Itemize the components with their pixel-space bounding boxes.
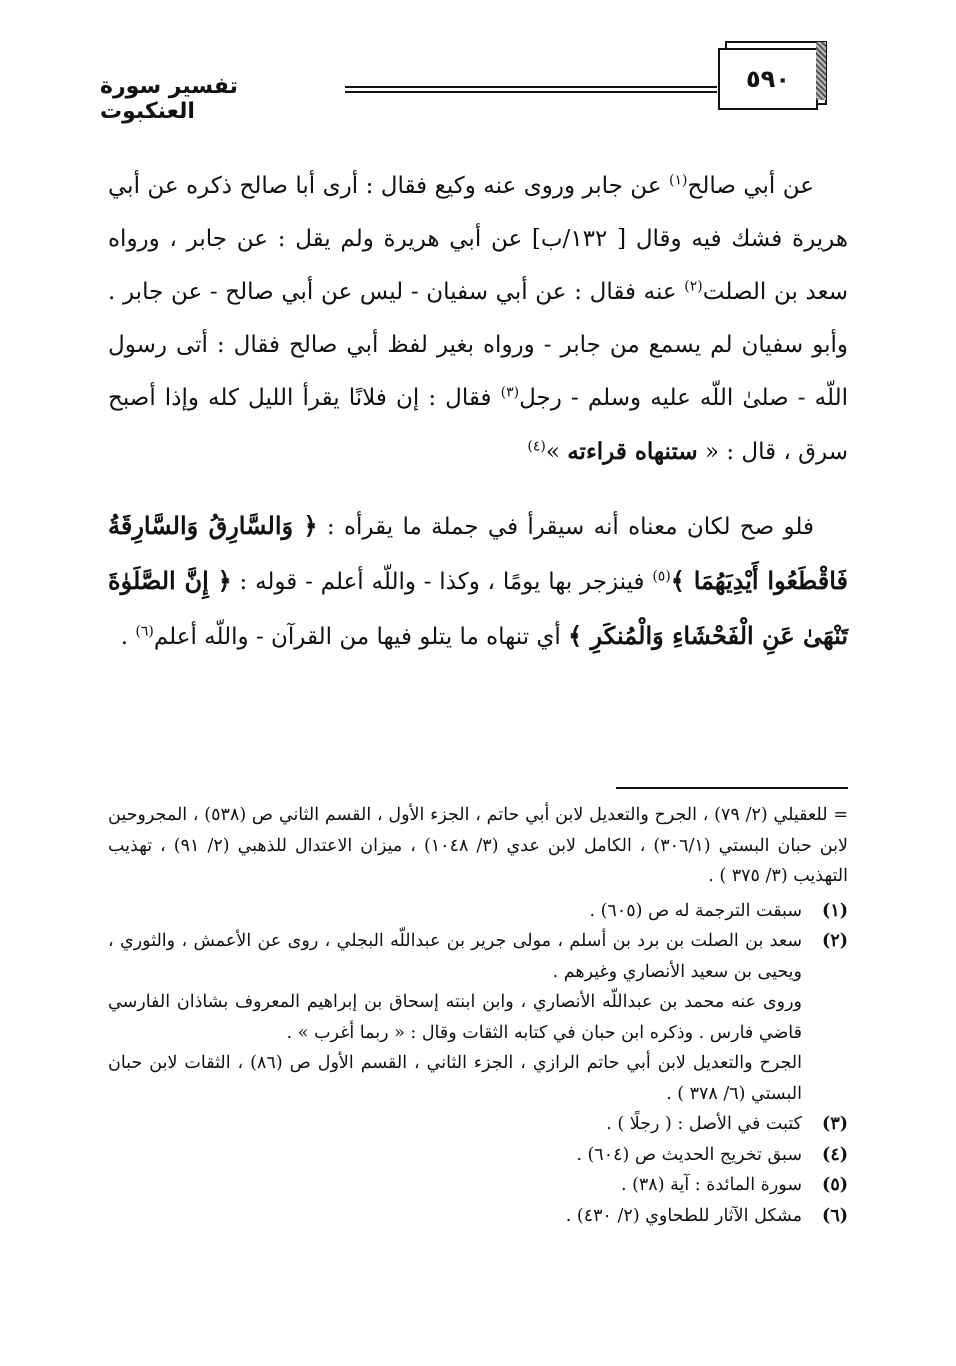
page-number: ٥٩٠ <box>746 65 790 93</box>
footnote-ref-2[interactable]: (٢) <box>684 278 703 295</box>
footnote-text: سورة المائدة : آية (٣٨) . <box>620 1175 802 1195</box>
main-text <box>108 160 848 664</box>
text-run: فينزجر بها يومًا ، وكذا - واللّه أعلم - قوله : <box>231 569 653 595</box>
footnote-text: سبقت الترجمة له ص (٦٠٥) . <box>589 900 802 921</box>
footnote-mark: (٢) <box>822 931 848 951</box>
footnote-4 <box>108 1140 848 1171</box>
footnote-ref-3[interactable]: (٣) <box>500 384 520 401</box>
text-run: » <box>545 439 568 465</box>
footnote-text: سبق تخريج الحديث ص (٦٠٤) . <box>576 1144 802 1165</box>
footnote-ref-4[interactable]: (٤) <box>527 438 546 455</box>
page-number-box <box>718 48 818 110</box>
footnote-mark: (٤) <box>822 1144 848 1165</box>
quran-verse-2: ﴿ إِنَّ الصَّلَوٰةَ تَنْهَىٰ عَنِ الْفَحْشَاءِ وَالْمُنكَرِ ﴾ <box>108 566 848 650</box>
text-run: فلو صح لكان معناه أنه سيقرأ في جملة ما يقرأه : <box>317 514 815 540</box>
footnote-text: مشكل الآثار للطحاوي (٢/ ٤٣٠) . <box>565 1205 802 1226</box>
footnote-mark: (٦) <box>822 1205 848 1226</box>
page-number-box-shadow <box>816 42 826 100</box>
footnote-ref-5[interactable]: (٥) <box>652 568 671 585</box>
text-run: عن جابر وروى عنه وكيع فقال : أرى أبا صالح ذكره عن أبي هريرة فشك فيه وقال [ ١٣٢/ب] عن أبي هريرة ولم يقل : عن جابر ، ورواه سعد بن الصلت <box>108 173 848 305</box>
footnote-separator <box>616 787 848 789</box>
footnote-mark: (٥) <box>822 1175 848 1195</box>
text-run: عنه فقال : عن أبي سفيان - ليس عن أبي صالح - عن جابر . وأبو سفيان لم يسمع من جابر - ورواه بغير لفظ أبي صالح فقال : أتى رسول اللّه - صلىٰ اللّه عليه وسلم - رجل <box>108 279 849 411</box>
footnote-mark: (٣) <box>822 1114 848 1134</box>
footnote-continuation: = للعقيلي (٢/ ٧٩) ، الجرح والتعديل لابن أبي حاتم ، الجزء الأول ، القسم الثاني ص (٥٣٨) ، المجروحين لابن حبان البستي (٣٠٦/١) ، الكامل لابن عدي (٣/ ١٠٤٨) ، ميزان الاعتدال للذهبي (٢/ ٩١) ، تهذيب التهذيب (٣/ ٣٧٥ ) . <box>108 805 848 886</box>
quran-verse-1: ﴿ وَالسَّارِقُ وَالسَّارِقَةُ فَاقْطَعُوا أَيْدِيَهُمَا ﴾ <box>108 511 849 595</box>
footnote-5 <box>108 1170 848 1201</box>
footnotes <box>108 800 848 1231</box>
chapter-title: تفسير سورة العنكبوت <box>100 74 238 124</box>
text-run: فقال : إن فلانًا يقرأ الليل كله وإذا أصبح سرق ، قال : « <box>108 385 848 465</box>
paragraph-1 <box>108 160 848 479</box>
text-run: أي تنهاه ما يتلو فيها من القرآن - واللّه أعلم <box>153 624 569 650</box>
footnote-2 <box>108 926 848 1109</box>
footnote-6 <box>108 1201 848 1232</box>
footnote-ref-1[interactable]: (١) <box>669 172 688 189</box>
footnote-1 <box>108 896 848 927</box>
footnote-text: كتبت في الأصل : ( رجلًا ) . <box>606 1114 802 1134</box>
text-run: عن أبي صالح <box>687 173 814 199</box>
text-run: . <box>120 624 136 650</box>
footnote-text: وروى عنه محمد بن عبداللّه الأنصاري ، وابن ابنته إسحاق بن إبراهيم المعروف بشاذان الفارسي قاضي فارس . وذكره ابن حبان في كتابه الثقات وقال : « ربما أغرب » . <box>108 992 802 1043</box>
footnote-3 <box>108 1109 848 1140</box>
footnote-text: الجرح والتعديل لابن أبي حاتم الرازي ، الجزء الثاني ، القسم الأول ص (٨٦) ، الثقات لابن حبان البستي (٦/ ٣٧٨ ) . <box>108 1053 802 1104</box>
hadith-quote: ستنهاه قراءته <box>567 438 698 465</box>
header-rule <box>345 86 717 93</box>
footnote-text: سعد بن الصلت بن برد بن أسلم ، مولى جرير بن عبداللّه البجلي ، روى عن الأعمش ، والثوري ، ويحيى بن سعيد الأنصاري وغيرهم . <box>108 931 802 982</box>
footnote-ref-6[interactable]: (٦) <box>135 623 154 640</box>
footnote-mark: (١) <box>822 900 848 921</box>
page-header <box>100 40 860 124</box>
paragraph-2 <box>108 499 848 664</box>
